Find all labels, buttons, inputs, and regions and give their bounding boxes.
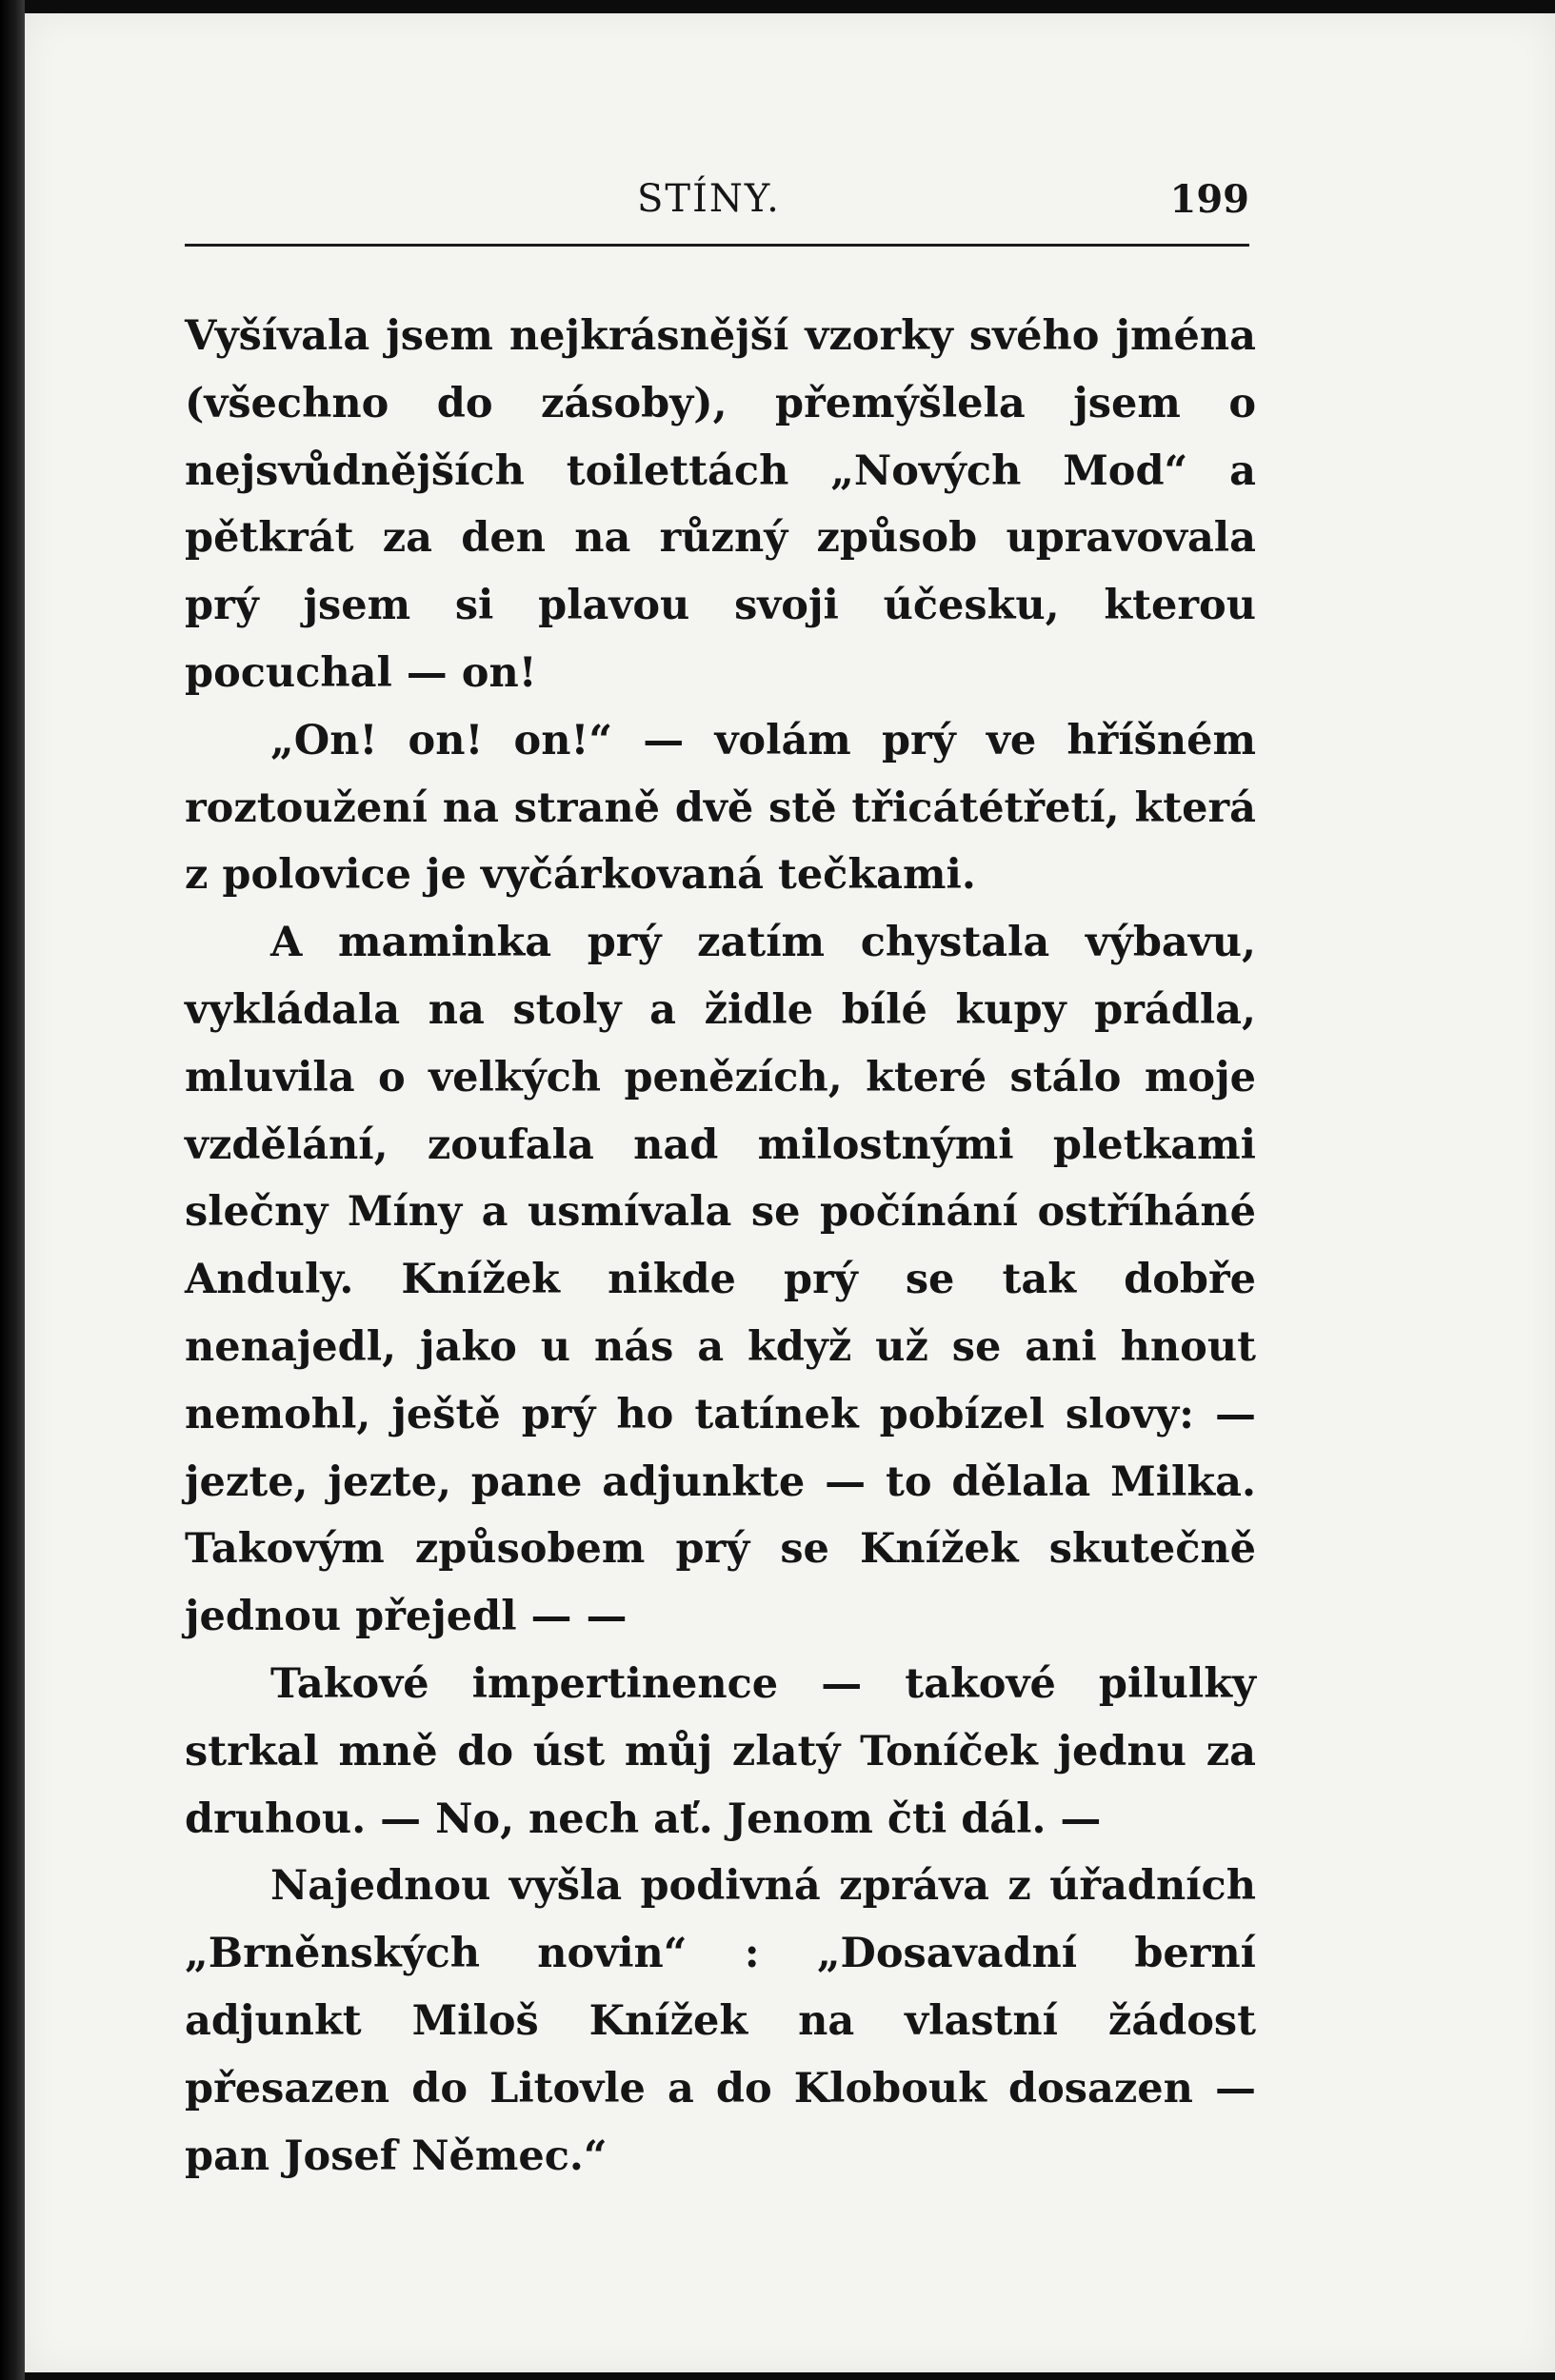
page-number: 199 [1169,177,1249,222]
paragraph: A maminka prý zatím chystala výbavu, vykládala na stoly a židle bílé kupy prádla, mluvila o velkých penězích, které stálo moje vzdělání, zoufala nad milostnými pletkami slečny Míny a usmívala se počínání ostříháné Anduly. Knížek nikde prý se tak dobře nenajedl, jako u nás a když už se ani hnout nemohl, ještě prý ho tatínek pobízel slovy: — jezte, jezte, pane adjunkte — to dělala Milka. Takovým způsobem prý se Knížek skutečně jednou přejedl — — [185,919,1256,1641]
header-rule [185,244,1249,247]
paragraph: Vyšívala jsem nejkrásnější vzorky svého jména (všechno do zásoby), přemýšlela jsem o nejsvůdnějších toilettách „Nových Mod“ a pětkrát za den na různý způsob upravovala prý jsem si plavou svoji účesku, kterou pocuchal — on! [185,312,1256,697]
page-header [185,177,1249,234]
paragraph: Takové impertinence — takové pilulky strkal mně do úst můj zlatý Toníček jednu za druhou. — No, nech ať. Jenom čti dál. — [185,1659,1256,1843]
running-title: STÍNY. [637,177,781,221]
book-spine-shadow [0,0,25,2380]
paragraph: Najednou vyšla podivná zpráva z úřadních „Brněnských novin“ : „Dosavadní berní adjunkt Miloš Knížek na vlastní žádost přesazen do Litovle a do Klobouk dosazen — pan Josef Němec.“ [185,1862,1256,2180]
paragraph: „On! on! on!“ — volám prý ve hříšném roztoužení na straně dvě stě třicátétřetí, která z polovice je vyčárkovaná tečkami. [185,716,1256,900]
body-text [185,303,1256,2190]
